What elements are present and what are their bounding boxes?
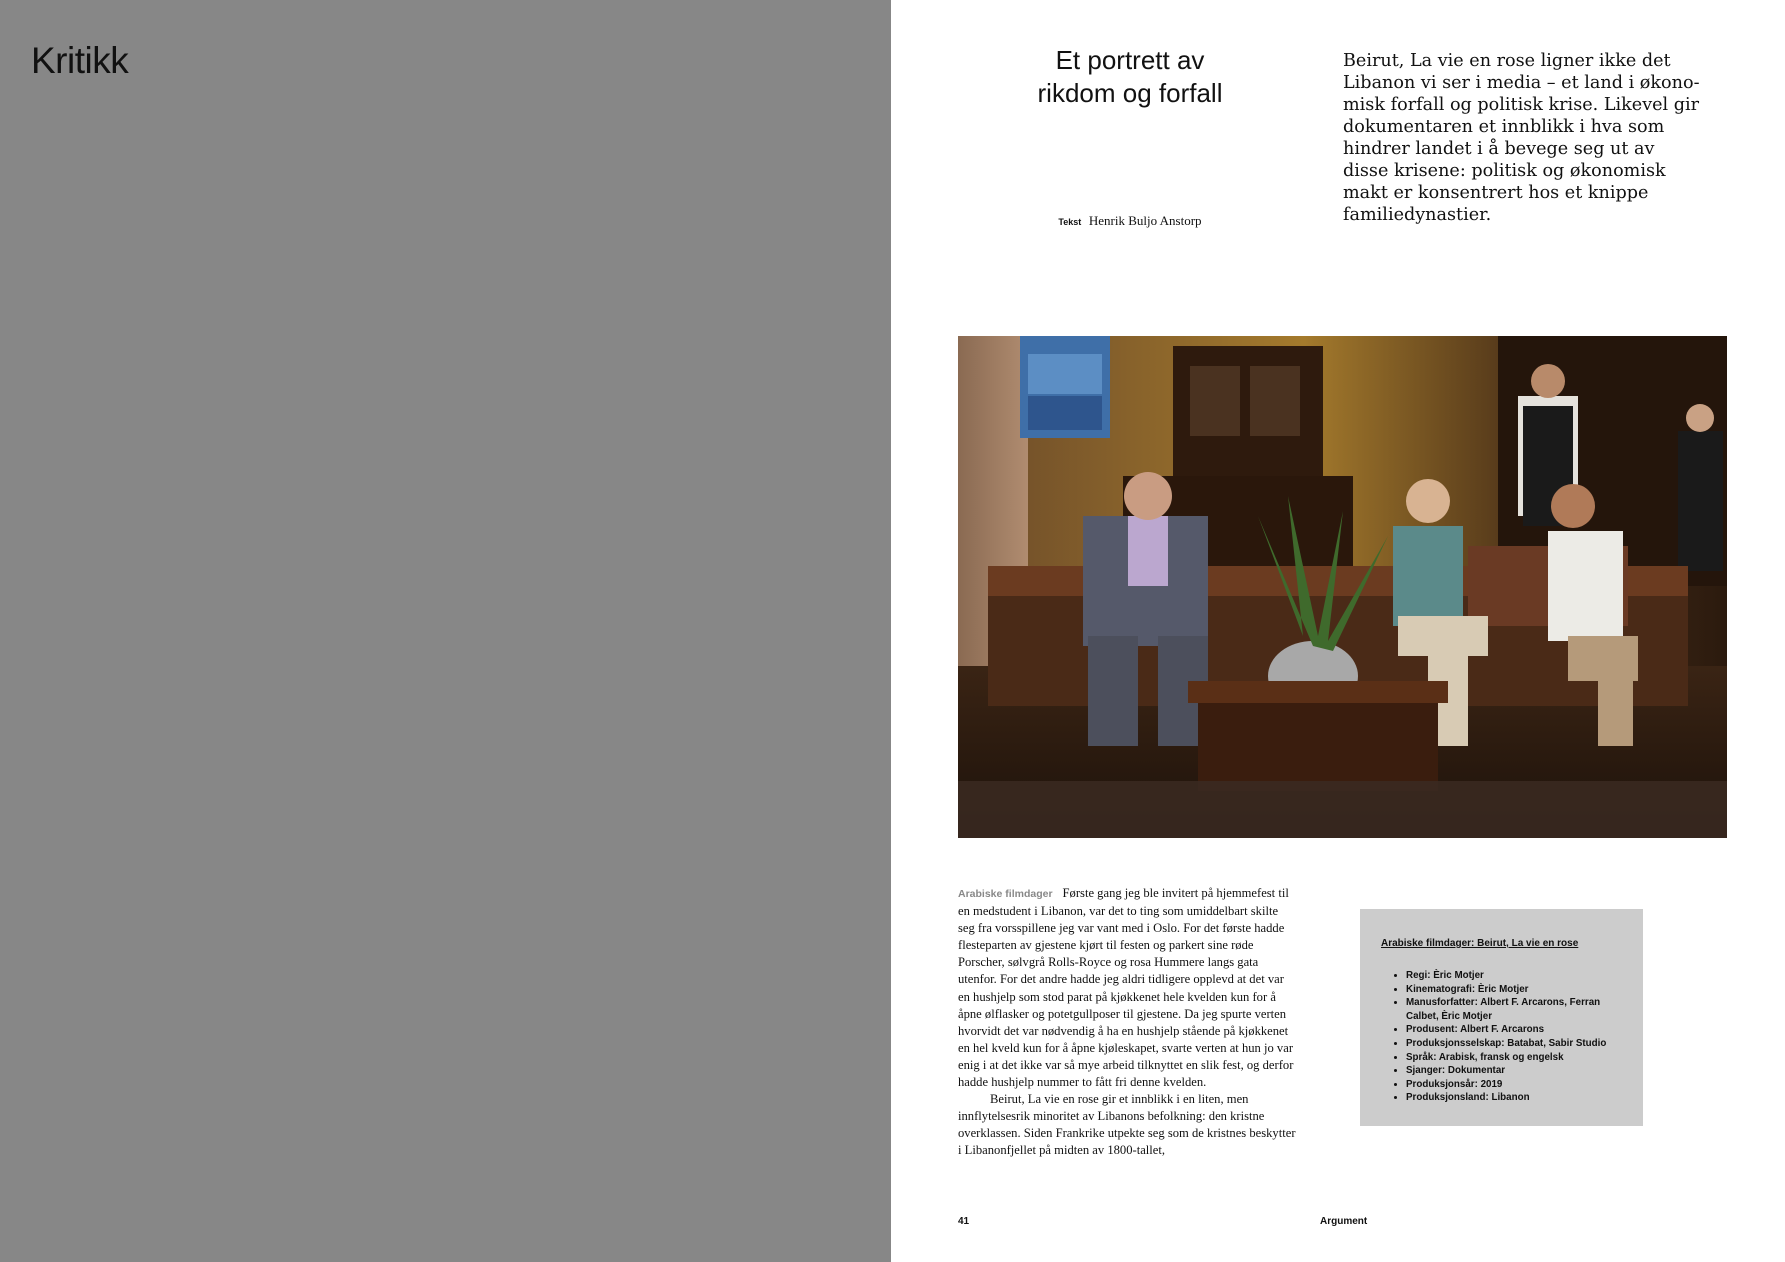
fact-box (1360, 909, 1643, 1126)
body-paragraph-1 (958, 885, 1296, 1091)
byline-label: Tekst (1058, 217, 1082, 227)
article-body (958, 885, 1296, 1160)
byline (1010, 213, 1250, 229)
fact-item-production-country: • Produksjonsland: Libanon (1406, 1091, 1623, 1105)
body-paragraph-2: Beirut, La vie en rose gir et innblikk i en liten, men innflytelsesrik minoritet av Libanons befolkning: den kristne overklassen. Siden Frankrike utpekte seg som de kristnes beskytter i Libanonfjellet på midten av 1800-tallet, (958, 1092, 1296, 1158)
headline-line-2: rikdom og forfall (1037, 78, 1223, 108)
fact-item-screenwriter: • Manusforfatter: Albert F. Arcarons, Ferran Calbet, Èric Motjer (1406, 996, 1623, 1023)
fact-item-genre: • Sjanger: Dokumentar (1406, 1064, 1623, 1078)
fact-item-director: • Regi: Èric Motjer (1406, 969, 1623, 983)
fact-item-cinematography: • Kinematografi: Èric Motjer (1406, 983, 1623, 997)
fact-list (1381, 969, 1623, 1105)
author-name: Henrik Buljo Anstorp (1088, 213, 1202, 228)
page-number: 41 (958, 1216, 970, 1227)
fact-item-production-year: • Produksjonsår: 2019 (1406, 1078, 1623, 1092)
paragraph-1-text: Første gang jeg ble invitert på hjemmefest til en medstudent i Libanon, var det to ting som umiddelbart skilte seg fra vorsspillene jeg var vant med i Oslo. For det første hadde flesteparten av gjestene kjørt til festen og parkert sine røde Porscher, sølvgrå Rolls-Royce og rosa Hummere langs gata utenfor. For det andre hadde jeg aldri tidligere opplevd at det var en hushjelp som stod parat på kjøkkenet hele kvelden kun for å åpne ølflasker og potetgullposer til gjestene. Da jeg spurte verten hvorvidt det var nødvendig å ha en hushjelp stående på kjøkkenet en hel kveld kun for å åpne kjøleskapet, svarte verten at hun jo var enig i at det ikke var så mye arbeid tilknyttet en slik fest, og derfor hadde hushjelp nummer to fått fri denne kvelden. (958, 886, 1294, 1090)
fact-item-production-company: • Produksjonsselskap: Batabat, Sabir Studio (1406, 1037, 1623, 1051)
lead-paragraph: Beirut, La vie en rose ligner ikke det Libanon vi ser i media – et land i økonomisk forfall og politisk krise. Likevel gir dokumentaren et innblikk i hva som hindrer landet i å bevege seg ut av disse krisene: politisk og økonomisk makt er konsentrert hos et knippe familiedynastier. (1343, 51, 1700, 225)
fact-item-language: • Språk: Arabisk, fransk og engelsk (1406, 1051, 1623, 1065)
kicker: Arabiske filmdager (958, 888, 1053, 900)
fact-box-title: Arabiske filmdager: Beirut, La vie en rose (1381, 938, 1579, 949)
article-photo (958, 336, 1727, 838)
magazine-name: Argument (1320, 1216, 1368, 1227)
headline-line-1: Et portrett av (1055, 45, 1205, 75)
section-label: Kritikk (31, 40, 129, 81)
article-headline (1010, 44, 1250, 110)
fact-item-producer: • Produsent: Albert F. Arcarons (1406, 1023, 1623, 1037)
left-page (0, 0, 891, 1262)
